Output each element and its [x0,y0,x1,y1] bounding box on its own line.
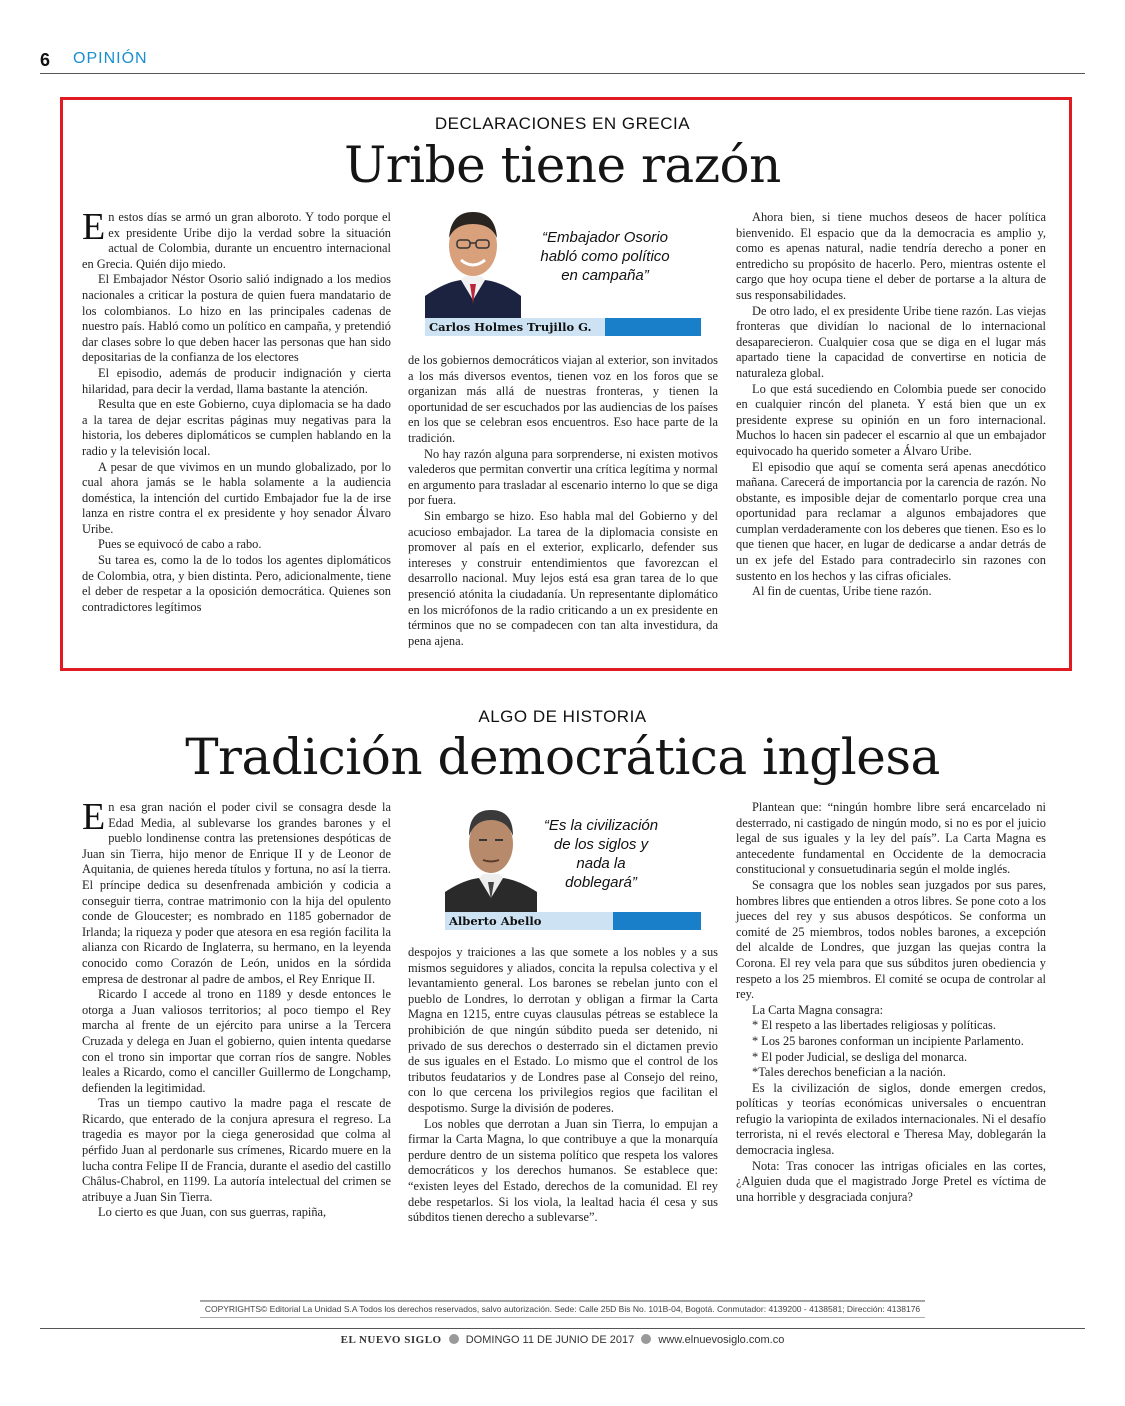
article1-author: Carlos Holmes Trujillo G. [429,320,592,334]
copyright-line: COPYRIGHTS© Editorial La Unidad S.A Todos los derechos reservados, salvo autorización. Sede: Calle 25D Bis No. 101B-04, Bogotá. Conmutador: 4139200 - 4138581; Dirección: 4138176 [204,1304,921,1314]
paragraph: Pues se equivocó de cabo a rabo. [98,537,262,552]
paragraph: En esa gran nación el poder civil se consagra desde la Edad Media, al sublevarse los grandes barones y el pueblo londinense contra las pretensiones despóticas de Juan sin Tierra, hijo menor de Enrique II y de Leonor de Aquitania, de quienes hereda títulos y fortuna, no así la tierra. El príncipe dedica su desenfrenada ambición y codicia a conseguir tierra, contrae matrimonio con la hija del opulento conde de Gloucester; es nombrado en 1185 gobernador de Irlanda; la riqueza y poder que atesora en esa región facilita la alianza con Ricardo de Inglaterra, su hermano, en la leyenda conocido como Corazón de León, unidos en la sórdida empresa de destronar al padre de ambos, el Rey Enrique II. [82,796,391,986]
article2-column-3 [736,800,1046,1205]
article2-title: Tradición democrática inglesa [185,728,940,786]
article1-author-bar [425,318,701,336]
paragraph: La Carta Magna consagra: [752,1002,884,1017]
article1-column-2 [408,353,718,649]
paragraph: Es la civilización de siglos, donde emergen credos, políticas y teorías económicas universales o encuentran refugio la variopinta de exilados internacionales. Ni el desafío terrorista, ni el revés electoral e Theresa May, doblegarán la democracia inglesa. [736,1080,1046,1158]
article1-pull-quote: “Embajador Osorio habló como político en campaña” [540,229,670,284]
author-bar-accent [613,912,701,930]
paragraph: A pesar de que vivimos en un mundo globalizado, por lo cual ahora jamás se le habla solamente a la audiencia doméstica, la intención del curtido Embajador fue la de irse lanza en ristre contra el ex presidente y hoy senador Álvaro Uribe. [82,459,391,536]
paragraph: El episodio que aquí se comenta será apenas anecdótico mañana. Carecerá de importancia por la carencia de razón. No obstante, es imposible dejar de comentarlo porque crea una oportunidad para reclamar a algunos embajadores que cumplan verdaderamente con los deberes que tienen. Eso es lo que tienen que hacer, en lugar de dedicarse a andar detrás de un ex jefe del Estado para contradecirlo sin razones con sustento en los hechos y las cifras oficiales. [736,459,1046,583]
dropcap: E [82,206,106,248]
dropcap: E [82,796,106,838]
paragraph: Tras un tiempo cautivo la madre paga el rescate de Ricardo, que enterado de la conjura apresura el regreso. La tragedia es mayor por la ciega generosidad que colma al pérfido Juan al perdonarle sus crímenes, Ricardo muere en la lucha contra Felipe II de Francia, durante el asedio del castillo Châlus-Chabrol, en 1199. La autoría intelectual del crimen se atribuye a Juan Sin Tierra. [82,1096,391,1204]
issue-date: DOMINGO 11 DE JUNIO DE 2017 [465,1334,635,1346]
paragraph: Lo cierto es que Juan, con sus guerras, rapiña, [98,1205,327,1220]
paragraph: Su tarea es, como la de lo todos los agentes diplomáticos de Colombia, otra, y bien distinta. Pero, adicionalmente, tiene el deber de respetar a la oposición democrática. Quienes son contradictores legítimos [82,553,391,614]
paragraph: Nota: Tras conocer las intrigas oficiales en las cortes, ¿Alguien duda que el magistrado Jorge Pretel es víctima de una horrible y desgraciada conjura? [736,1158,1046,1204]
page-number: 6 [40,50,51,70]
bullet-icon [449,1334,459,1344]
author-photo [445,800,537,912]
author-photo [425,200,521,318]
paragraph: * El poder Judicial, se desliga del monarca. [752,1049,968,1064]
copyright-rule-top [200,1300,925,1302]
paragraph: Lo que está sucediendo en Colombia puede ser conocido en cualquier rincón del planeta. Y está bien que un ex presidente exprese su opinión en un foro internacional. Muchos lo hacen sin padecer el escarnio al que un embajador equivocado ha querido someter a Álvaro Uribe. [736,381,1046,458]
article2-author-bar [445,912,701,930]
paragraph: * El respeto a las libertades religiosas y políticas. [752,1018,996,1033]
paragraph: Los nobles que derrotan a Juan sin Tierra, lo empujan a firmar la Carta Magna, lo que contribuye a que la monarquía perdure dentro de un sistema político que respeta los valores democráticos y los derechos humanos. Se establece que: “existen leyes del Estado, derechos de la comunidad. El rey debe respetarlos. Si los viola, la lealtad hacia él cesa y sus súbditos tienen derecho a sublevarse”. [408,1116,718,1225]
article2-column-1 [82,796,391,1221]
author-bar-accent [605,318,701,336]
header-rule [40,73,1085,74]
article1-column-1 [82,206,391,615]
footer-rule [40,1328,1085,1329]
paragraph: De otro lado, el ex presidente Uribe tiene razón. Las viejas fronteras que dividían lo nacional de lo internacional desaparecieron. Cualquier cosa que se diga en el lugar más apartado tiene la capacidad de convertirse en noticia de naturaleza global. [736,303,1046,380]
bullet-icon [641,1334,651,1344]
paragraph: Se consagra que los nobles sean juzgados por sus pares, hombres libres que entienden a otros libres. Se pone coto a los jueces del rey y sus abusos despóticos. Se conforma un comité de 25 miembros, todos nobles barones, a excepción del alcalde de Londres, que juzgan las quejas contra la Corona. El rey vela para que sus súbditos juren obediencia y respeto a los 25 miembros. El comité se ocupa de controlar al rey. [736,877,1046,1002]
article2-column-2 [408,945,718,1226]
paragraph: Ahora bien, si tiene muchos deseos de hacer política bienvenido. El espacio que da la democracia es amplio y, como es apenas natural, nadie tendría derecho a poner en entredicho su propósito de hacerlo. Pero, mientras ostente el cargo que hoy ocupa tiene el deber de portarse a la altura de sus responsabilidades. [736,210,1046,302]
paragraph: despojos y traiciones a las que somete a los nobles y a sus mismos seguidores y aliados, concita la repulsa colectiva y el levantamiento general. Los barones se rebelan junto con el pueblo de Londres, lo derrotan y obligan a firmar la Carta Magna en 1215, entre cuyas clausulas pétreas se establece la prohibición de que ningún súbdito pueda ser detenido, ni privado de sus derechos o desterrado sin el dictamen previo de sus iguales en el Estado. Lo mismo que el control de los tributos feudatarios y de Londres pase al Consejo del reino, con lo que cercena los privilegios regios que facilitan el despotismo. Surge la división de poderes. [408,945,718,1115]
copyright-rule-bottom [200,1317,925,1318]
paragraph: Plantean que: “ningún hombre libre será encarcelado ni desterrado, ni castigado de ningún modo, si no es por el juicio legal de sus iguales y la ley del país”. La Carta Magna es antecedente fundamental en Occidente de la democracia constitucional y consuetudinaria según el molde inglés. [736,800,1046,877]
paragraph: Al fin de cuentas, Uribe tiene razón. [752,584,932,599]
article1-column-3 [736,210,1046,600]
article2-pull-quote: “Es la civilización de los siglos y nada la doblegará” [543,817,659,891]
paragraph: Ricardo I accede al trono en 1189 y desde entonces le otorga a Juan valiosos territorios; al poco tiempo el Rey marcha al frente de un ejército para unirse a la Tercera Cruzada y delega en Juan el gobierno, quien intenta quedarse con el trono sin importar que corran ríos de sangre. Nobles leales a Ricardo, como el canciller Guillermo de Longchamp, defienden la legitimidad. [82,987,391,1095]
paragraph: de los gobiernos democráticos viajan al exterior, son invitados a los más diversos eventos, tienen voz en los foros que se organizan más allá de nuestras fronteras, y tienen la oportunidad de ser escuchados por las audiencias de los países en los que se celebran esos encuentros. Eso hace parte de la tradición. [408,353,718,445]
paragraph: Resulta que en este Gobierno, cuya diplomacia se ha dado a la tarea de dejar escritas páginas muy negativas para la historia, los deberes diplomáticos se cumplen hablando en la radio y la televisión local. [82,397,391,458]
paragraph: En estos días se armó un gran alboroto. Y todo porque el ex presidente Uribe dijo la verdad sobre la situación actual de Colombia, durante un encuentro internacional en Grecia. Quién dijo miedo. [82,206,391,271]
paragraph: * Los 25 barones conforman un incipiente Parlamento. [752,1033,1024,1048]
newspaper-brand: EL NUEVO SIGLO [340,1334,442,1346]
paragraph: No hay razón alguna para sorprenderse, ni existen motivos valederos que permitan convertir una crítica legítima y normal en argumento para trasladar al escenario interno lo que se diga por fuera. [408,446,718,508]
section-label: OPINIÓN [73,50,148,67]
paragraph: *Tales derechos benefician a la nación. [752,1065,946,1080]
article2-author: Alberto Abello [449,914,542,928]
paragraph: El episodio, además de producir indignación y cierta hilaridad, para decir la verdad, llama bastante la atención. [82,365,391,396]
article1-title: Uribe tiene razón [344,136,781,194]
website-link[interactable]: www.elnuevosiglo.com.co [658,1334,785,1346]
paragraph: El Embajador Néstor Osorio salió indignado a los medios nacionales a criticar la postura de quien fuera mandatario de los colombianos. Lo hizo en las principales cadenas de nuestro país. Habló como un político en campaña, y pretendió dar clases sobre lo que deben hacer las personas que han sido depositarias de la confianza de los electores [82,272,391,365]
article2-kicker: ALGO DE HISTORIA [478,707,647,726]
article1-kicker: DECLARACIONES EN GRECIA [434,114,691,133]
footer-bar [0,1334,1125,1346]
paragraph: Sin embargo se hizo. Eso habla mal del Gobierno y del acucioso embajador. La tarea de la diplomacia consiste en promover al país en el exterior, explicarlo, defender sus intereses y construir entendimientos que favorezcan el desarrollo nacional. Muy lejos está esa gran tarea de lo que presenció atónita la ciudadanía. Un representante diplomático en los micrófonos de la radio criticando a un ex presidente en términos que no se compadecen con tan alta investidura, da pena ajena. [408,508,718,648]
